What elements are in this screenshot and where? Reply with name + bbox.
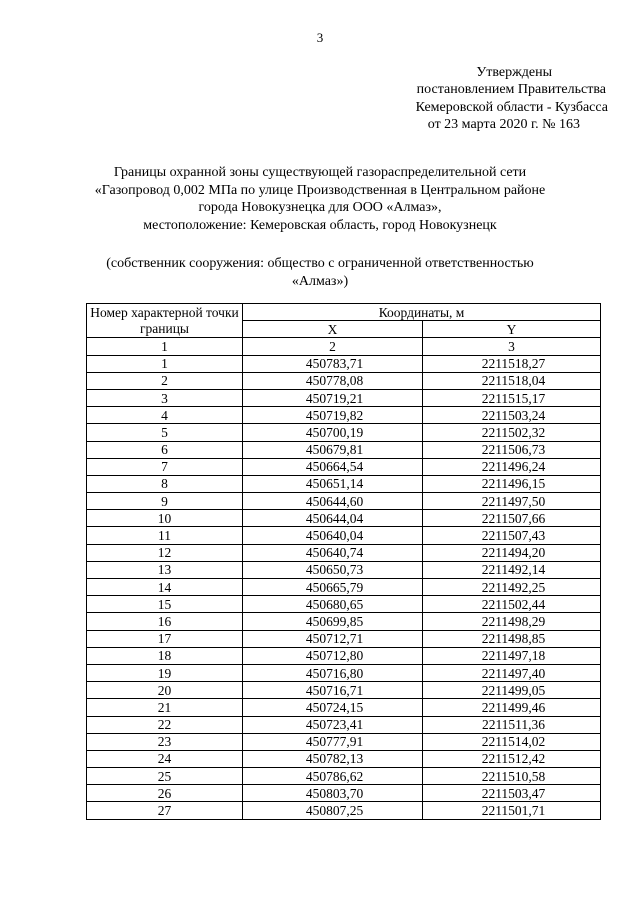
point-number-cell: 25: [87, 768, 243, 785]
header-point-number: Номер характерной точки границы: [87, 304, 243, 338]
y-coordinate-cell: 2211499,46: [423, 699, 601, 716]
y-coordinate-cell: 2211506,73: [423, 441, 601, 458]
approval-line: Утверждены: [476, 65, 552, 80]
table-row: [87, 733, 601, 750]
point-number-cell: 23: [87, 733, 243, 750]
point-number-cell: 8: [87, 475, 243, 492]
title-line: «Газопровод 0,002 МПа по улице Производственная в Центральном районе: [94, 182, 546, 198]
point-number-cell: 24: [87, 750, 243, 767]
y-coordinate-cell: 2211498,29: [423, 613, 601, 630]
x-coordinate-cell: 450644,04: [243, 510, 423, 527]
table-row: [87, 768, 601, 785]
y-coordinate-cell: 2211511,36: [423, 716, 601, 733]
x-coordinate-cell: 450679,81: [243, 441, 423, 458]
table-row: [87, 441, 601, 458]
x-coordinate-cell: 450650,73: [243, 561, 423, 578]
y-coordinate-cell: 2211503,47: [423, 785, 601, 802]
y-coordinate-cell: 2211498,85: [423, 630, 601, 647]
point-number-cell: 9: [87, 493, 243, 510]
x-coordinate-cell: 450680,65: [243, 596, 423, 613]
y-coordinate-cell: 2211515,17: [423, 389, 601, 406]
x-coordinate-cell: 450719,82: [243, 407, 423, 424]
point-number-cell: 4: [87, 407, 243, 424]
table-row: [87, 493, 601, 510]
x-coordinate-cell: 450716,80: [243, 664, 423, 681]
table-row: [87, 664, 601, 681]
y-coordinate-cell: 2211510,58: [423, 768, 601, 785]
x-coordinate-cell: 450700,19: [243, 424, 423, 441]
table-row: [87, 596, 601, 613]
point-number-cell: 14: [87, 579, 243, 596]
x-coordinate-cell: 450699,85: [243, 613, 423, 630]
y-coordinate-cell: 2211496,15: [423, 475, 601, 492]
approval-line: Кемеровской области - Кузбасса: [415, 99, 608, 115]
table-row: [87, 699, 601, 716]
y-coordinate-cell: 2211499,05: [423, 682, 601, 699]
header-coordinates: Координаты, м: [243, 304, 601, 321]
table-row: [87, 785, 601, 802]
column-number: 3: [423, 338, 601, 355]
column-number: 1: [87, 338, 243, 355]
point-number-cell: 17: [87, 630, 243, 647]
table-row: [87, 630, 601, 647]
x-coordinate-cell: 450640,74: [243, 544, 423, 561]
table-row: [87, 682, 601, 699]
point-number-cell: 21: [87, 699, 243, 716]
point-number-cell: 5: [87, 424, 243, 441]
table-row: [87, 579, 601, 596]
y-coordinate-cell: 2211494,20: [423, 544, 601, 561]
x-coordinate-cell: 450783,71: [243, 355, 423, 372]
x-coordinate-cell: 450640,04: [243, 527, 423, 544]
point-number-cell: 16: [87, 613, 243, 630]
point-number-cell: 15: [87, 596, 243, 613]
owner-note: [40, 255, 600, 290]
header-x: X: [243, 321, 423, 338]
y-coordinate-cell: 2211497,18: [423, 647, 601, 664]
point-number-cell: 7: [87, 458, 243, 475]
x-coordinate-cell: 450651,14: [243, 475, 423, 492]
title-line: города Новокузнецка для ООО «Алмаз»,: [198, 200, 442, 215]
point-number-cell: 27: [87, 802, 243, 819]
point-number-cell: 2: [87, 372, 243, 389]
y-coordinate-cell: 2211496,24: [423, 458, 601, 475]
table-row: [87, 407, 601, 424]
y-coordinate-cell: 2211497,40: [423, 664, 601, 681]
point-number-cell: 22: [87, 716, 243, 733]
title-line: местоположение: Кемеровская область, город Новокузнецк: [143, 217, 497, 233]
table-row: [87, 802, 601, 819]
y-coordinate-cell: 2211507,43: [423, 527, 601, 544]
y-coordinate-cell: 2211503,24: [423, 407, 601, 424]
table-row: [87, 561, 601, 578]
y-coordinate-cell: 2211501,71: [423, 802, 601, 819]
table-row: [87, 458, 601, 475]
y-coordinate-cell: 2211497,50: [423, 493, 601, 510]
y-coordinate-cell: 2211518,27: [423, 355, 601, 372]
coordinates-body: [87, 355, 601, 819]
x-coordinate-cell: 450723,41: [243, 716, 423, 733]
y-coordinate-cell: 2211507,66: [423, 510, 601, 527]
table-row: [87, 527, 601, 544]
point-number-cell: 6: [87, 441, 243, 458]
x-coordinate-cell: 450777,91: [243, 733, 423, 750]
y-coordinate-cell: 2211514,02: [423, 733, 601, 750]
table-row: [87, 716, 601, 733]
approval-line: от 23 марта 2020 г. № 163: [427, 116, 580, 132]
table-row: [87, 424, 601, 441]
approval-line: постановлением Правительства: [416, 82, 606, 98]
table-row: [87, 355, 601, 372]
x-coordinate-cell: 450644,60: [243, 493, 423, 510]
header-y: Y: [423, 321, 601, 338]
x-coordinate-cell: 450719,21: [243, 389, 423, 406]
point-number-cell: 10: [87, 510, 243, 527]
table-row: [87, 389, 601, 406]
point-number-cell: 20: [87, 682, 243, 699]
y-coordinate-cell: 2211512,42: [423, 750, 601, 767]
point-number-cell: 3: [87, 389, 243, 406]
point-number-cell: 12: [87, 544, 243, 561]
x-coordinate-cell: 450786,62: [243, 768, 423, 785]
table-row: [87, 372, 601, 389]
y-coordinate-cell: 2211502,32: [423, 424, 601, 441]
table-row: [87, 475, 601, 492]
y-coordinate-cell: 2211502,44: [423, 596, 601, 613]
x-coordinate-cell: 450807,25: [243, 802, 423, 819]
point-number-cell: 13: [87, 561, 243, 578]
x-coordinate-cell: 450665,79: [243, 579, 423, 596]
x-coordinate-cell: 450664,54: [243, 458, 423, 475]
owner-line: «Алмаз»): [291, 273, 349, 289]
owner-line: (собственник сооружения: общество с ограниченной ответственностью: [106, 256, 534, 271]
x-coordinate-cell: 450716,71: [243, 682, 423, 699]
point-number-cell: 1: [87, 355, 243, 372]
point-number-cell: 18: [87, 647, 243, 664]
x-coordinate-cell: 450778,08: [243, 372, 423, 389]
y-coordinate-cell: 2211492,14: [423, 561, 601, 578]
table-row: [87, 613, 601, 630]
y-coordinate-cell: 2211518,04: [423, 372, 601, 389]
y-coordinate-cell: 2211492,25: [423, 579, 601, 596]
point-number-cell: 11: [87, 527, 243, 544]
table-row: [87, 544, 601, 561]
page-number: 3: [316, 30, 324, 45]
x-coordinate-cell: 450712,80: [243, 647, 423, 664]
x-coordinate-cell: 450712,71: [243, 630, 423, 647]
table-row: [87, 750, 601, 767]
coordinates-table: [86, 303, 601, 820]
x-coordinate-cell: 450782,13: [243, 750, 423, 767]
table-row: [87, 510, 601, 527]
column-number: 2: [243, 338, 423, 355]
point-number-cell: 26: [87, 785, 243, 802]
document-title: [40, 164, 600, 234]
point-number-cell: 19: [87, 664, 243, 681]
approval-block: [340, 64, 608, 133]
x-coordinate-cell: 450724,15: [243, 699, 423, 716]
table-row: [87, 647, 601, 664]
x-coordinate-cell: 450803,70: [243, 785, 423, 802]
title-line: Границы охранной зоны существующей газораспределительной сети: [113, 165, 527, 180]
